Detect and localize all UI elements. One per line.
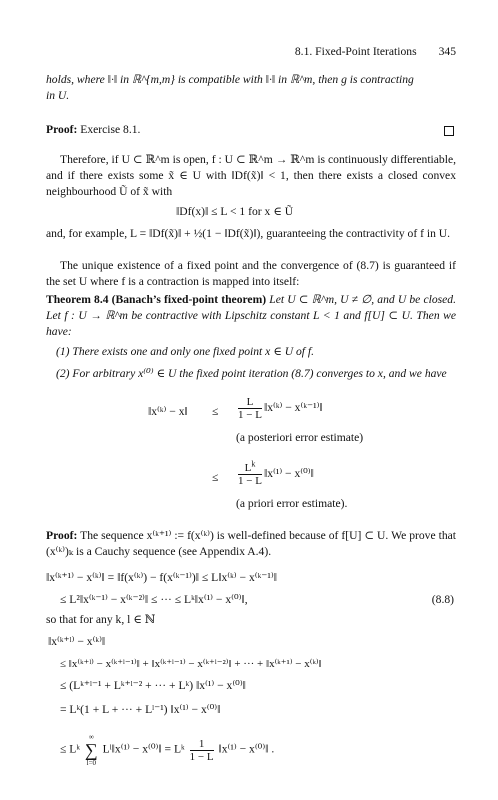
- equation: ‖x⁽ᵏ⁺ˡ⁾ − x⁽ᵏ⁾‖: [48, 635, 106, 648]
- proof-label: Proof:: [46, 123, 78, 136]
- text-line: holds, where ‖·‖ in ℝ^{m,m} is compatible with ‖·‖ in ℝ^m, then g is contracting: [46, 73, 414, 86]
- equation-rhs: $\frac{L}{1 - L}$ ‖x⁽ᵏ⁾ − x⁽ᵏ⁻¹⁾‖: [238, 396, 323, 421]
- relation: ≤: [212, 405, 219, 418]
- equation-number: (8.8): [431, 593, 454, 606]
- theorem-text: Let U ⊂ ℝ^m, U ≠ ∅, and U be closed. Let f : U → ℝ^m be contractive with Lipschitz constant L < 1 and f[U] ⊂ U. Then we have:: [46, 293, 456, 338]
- theorem-item: (2) For arbitrary x⁽⁰⁾ ∈ U the fixed point iteration (8.7) converges to x, and we have: [56, 367, 447, 380]
- equation-note: (a posteriori error estimate): [236, 431, 364, 444]
- equation: ≤ ‖x⁽ᵏ⁺ˡ⁾ − x⁽ᵏ⁺ˡ⁻¹⁾‖ + ‖x⁽ᵏ⁺ˡ⁻¹⁾ − x⁽ᵏ⁺ˡ⁻²⁾‖ + ··· + ‖x⁽ᵏ⁺¹⁾ − x⁽ᵏ⁾‖: [60, 658, 322, 670]
- page-number: 345: [438, 45, 456, 58]
- relation: ≤: [212, 471, 219, 484]
- paragraph: so that for any k, l ∈ ℕ: [46, 613, 156, 626]
- paragraph: and, for example, L = ‖Df(x̃)‖ + ½(1 − ‖Df(x̃)‖), guaranteeing the contractivity of f in U.: [46, 227, 451, 240]
- equation: = Lᵏ(1 + L + ··· + Lˡ⁻¹) ‖x⁽¹⁾ − x⁽⁰⁾‖: [60, 703, 221, 716]
- theorem-item: (1) There exists one and only one fixed point x ∈ U of f.: [56, 345, 315, 358]
- proof-block: [46, 528, 456, 560]
- theorem-label: Theorem 8.4 (Banach’s fixed-point theorem): [46, 293, 267, 306]
- equation-note: (a priori error estimate).: [236, 497, 348, 510]
- text-line: in U.: [46, 89, 70, 102]
- theorem: [46, 292, 456, 340]
- equation-rhs: $\frac{L^k}{1 - L}$ ‖x⁽¹⁾ − x⁽⁰⁾‖: [238, 459, 314, 487]
- equation-lhs: ‖x⁽ᵏ⁾ − x‖: [148, 405, 188, 418]
- summation-icon: ∞ ∑ l=0: [84, 733, 98, 767]
- running-header: [295, 44, 456, 60]
- equation: ‖Df(x)‖ ≤ L < 1 for x ∈ Ũ: [176, 205, 294, 218]
- equation: ≤ Lᵏ ∞ ∑ l=0 Lˡ‖x⁽¹⁾ − x⁽⁰⁾‖ = Lᵏ $\frac{1}{1 - L}$ ‖x⁽¹⁾ − x⁽⁰⁾‖ .: [60, 733, 275, 767]
- qed-square-icon: [444, 126, 454, 136]
- equation: ‖x⁽ᵏ⁺¹⁾ − x⁽ᵏ⁾‖ = ‖f(x⁽ᵏ⁾) − f(x⁽ᵏ⁻¹⁾)‖ ≤ L‖x⁽ᵏ⁾ − x⁽ᵏ⁻¹⁾‖: [46, 571, 277, 584]
- proof-text: Exercise 8.1.: [80, 123, 141, 136]
- proof-text: The sequence x⁽ᵏ⁺¹⁾ := f(x⁽ᵏ⁾) is well-defined because of f[U] ⊂ U. We prove that (x⁽ᵏ⁾)ₖ is a Cauchy sequence (see Appendix A.4).: [46, 529, 456, 558]
- proof-block: [46, 122, 456, 138]
- equation: ≤ L²‖x⁽ᵏ⁻¹⁾ − x⁽ᵏ⁻²⁾‖ ≤ ··· ≤ Lᵏ‖x⁽¹⁾ − x⁽⁰⁾‖,: [60, 593, 248, 606]
- paragraph: The unique existence of a fixed point and the convergence of (8.7) is guaranteed if the set U where f is a contraction is mapped into itself:: [46, 259, 456, 288]
- paragraph: Therefore, if U ⊂ ℝ^m is open, f : U ⊂ ℝ^m → ℝ^m is continuously differentiable, and if there exists some x̃ ∈ U with ‖Df(x̃)‖ < 1, then there exists a closed convex neighbourhood Ũ of x̃ with: [46, 153, 456, 198]
- equation: ≤ (Lᵏ⁺ˡ⁻¹ + Lᵏ⁺ˡ⁻² + ··· + Lᵏ) ‖x⁽¹⁾ − x⁽⁰⁾‖: [60, 679, 246, 692]
- proof-label: Proof:: [46, 529, 78, 542]
- section-title: 8.1. Fixed-Point Iterations: [294, 45, 417, 58]
